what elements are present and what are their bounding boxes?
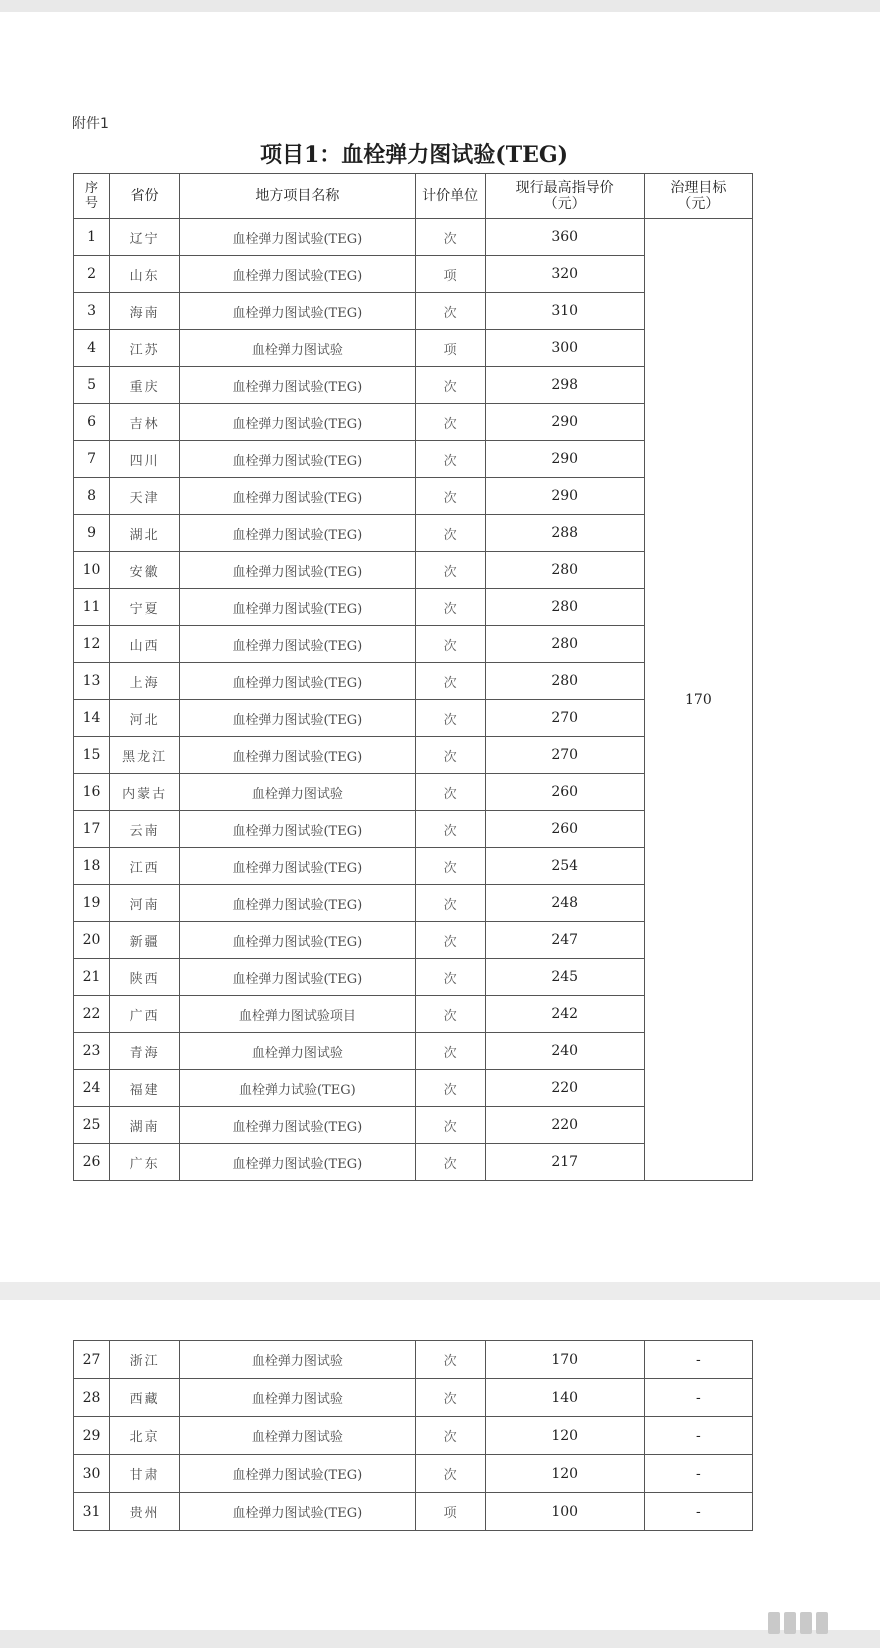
- cell-province: 江苏: [110, 330, 180, 367]
- cell-price: 120: [485, 1417, 644, 1455]
- cell-province: 湖北: [110, 515, 180, 552]
- cell-unit: 次: [415, 959, 485, 996]
- cell-price: 254: [485, 848, 644, 885]
- cell-province: 西藏: [110, 1379, 180, 1417]
- cell-no: 26: [74, 1144, 110, 1181]
- page-gap: [0, 1282, 880, 1300]
- header-no: [74, 174, 110, 219]
- cell-item-name: 血栓弹力图试验(TEG): [180, 959, 416, 996]
- cell-price: 288: [485, 515, 644, 552]
- cell-no: 11: [74, 589, 110, 626]
- cell-price: 247: [485, 922, 644, 959]
- cell-no: 13: [74, 663, 110, 700]
- cell-no: 29: [74, 1417, 110, 1455]
- cell-unit: 次: [415, 922, 485, 959]
- cell-item-name: 血栓弹力图试验(TEG): [180, 811, 416, 848]
- cell-no: 4: [74, 330, 110, 367]
- cell-no: 9: [74, 515, 110, 552]
- cell-price: 240: [485, 1033, 644, 1070]
- cell-province: 广东: [110, 1144, 180, 1181]
- cell-item-name: 血栓弹力图试验(TEG): [180, 219, 416, 256]
- cell-unit: 次: [415, 774, 485, 811]
- cell-province: 河南: [110, 885, 180, 922]
- cell-target: -: [644, 1455, 752, 1493]
- cell-province: 江西: [110, 848, 180, 885]
- cell-no: 27: [74, 1341, 110, 1379]
- table-header-row: [74, 174, 753, 219]
- cell-unit: 次: [415, 1033, 485, 1070]
- cell-no: 22: [74, 996, 110, 1033]
- cell-price: 217: [485, 1144, 644, 1181]
- cell-unit: 次: [415, 293, 485, 330]
- cell-price: 245: [485, 959, 644, 996]
- cell-unit: 次: [415, 552, 485, 589]
- table-row: [74, 1455, 753, 1493]
- cell-item-name: 血栓弹力图试验: [180, 1341, 416, 1379]
- cell-unit: 次: [415, 1341, 485, 1379]
- cell-unit: 次: [415, 1070, 485, 1107]
- cell-unit: 次: [415, 404, 485, 441]
- cell-item-name: 血栓弹力图试验(TEG): [180, 589, 416, 626]
- cell-price: 290: [485, 404, 644, 441]
- cell-unit: 次: [415, 1417, 485, 1455]
- price-table: [73, 173, 753, 1181]
- cell-item-name: 血栓弹力图试验: [180, 1379, 416, 1417]
- cell-item-name: 血栓弹力图试验(TEG): [180, 1455, 416, 1493]
- cell-item-name: 血栓弹力图试验: [180, 330, 416, 367]
- header-price-line2: （元）: [543, 196, 586, 212]
- attachment-label: 附件1: [72, 116, 109, 132]
- cell-province: 山西: [110, 626, 180, 663]
- cell-price: 298: [485, 367, 644, 404]
- cell-price: 170: [485, 1341, 644, 1379]
- cell-price: 100: [485, 1493, 644, 1531]
- cell-no: 10: [74, 552, 110, 589]
- cell-item-name: 血栓弹力图试验(TEG): [180, 1493, 416, 1531]
- cell-unit: 次: [415, 885, 485, 922]
- cell-unit: 次: [415, 626, 485, 663]
- cell-unit: 次: [415, 478, 485, 515]
- cell-item-name: 血栓弹力图试验: [180, 1417, 416, 1455]
- watermark-mark: [784, 1612, 796, 1634]
- cell-no: 1: [74, 219, 110, 256]
- cell-no: 8: [74, 478, 110, 515]
- watermark-mark: [768, 1612, 780, 1634]
- cell-no: 20: [74, 922, 110, 959]
- header-province: 省份: [110, 174, 180, 219]
- header-no-text: 序号: [85, 181, 99, 211]
- cell-no: 18: [74, 848, 110, 885]
- cell-province: 吉林: [110, 404, 180, 441]
- cell-province: 海南: [110, 293, 180, 330]
- cell-no: 7: [74, 441, 110, 478]
- cell-item-name: 血栓弹力图试验(TEG): [180, 663, 416, 700]
- cell-no: 2: [74, 256, 110, 293]
- cell-province: 湖南: [110, 1107, 180, 1144]
- cell-province: 天津: [110, 478, 180, 515]
- document-title: 项目1：血栓弹力图试验(TEG): [260, 142, 569, 168]
- cell-price: 320: [485, 256, 644, 293]
- cell-province: 山东: [110, 256, 180, 293]
- cell-price: 280: [485, 663, 644, 700]
- cell-price: 310: [485, 293, 644, 330]
- table-body: [74, 219, 753, 1181]
- cell-target: -: [644, 1341, 752, 1379]
- cell-no: 6: [74, 404, 110, 441]
- cell-province: 新疆: [110, 922, 180, 959]
- cell-price: 360: [485, 219, 644, 256]
- cell-unit: 次: [415, 441, 485, 478]
- cell-price: 260: [485, 774, 644, 811]
- cell-unit: 次: [415, 367, 485, 404]
- header-target-line1: 治理目标: [670, 180, 727, 196]
- cell-price: 280: [485, 589, 644, 626]
- cell-target: -: [644, 1493, 752, 1531]
- cell-unit: 项: [415, 330, 485, 367]
- cell-province: 辽宁: [110, 219, 180, 256]
- header-target-line2: （元）: [677, 196, 720, 212]
- cell-no: 17: [74, 811, 110, 848]
- cell-province: 浙江: [110, 1341, 180, 1379]
- cell-item-name: 血栓弹力图试验: [180, 774, 416, 811]
- cell-price: 290: [485, 478, 644, 515]
- table-row: [74, 219, 753, 256]
- cell-province: 河北: [110, 700, 180, 737]
- header-item-name: 地方项目名称: [180, 174, 416, 219]
- cell-target: -: [644, 1417, 752, 1455]
- cell-unit: 次: [415, 1455, 485, 1493]
- cell-no: 3: [74, 293, 110, 330]
- watermark-mark: [816, 1612, 828, 1634]
- cell-price: 300: [485, 330, 644, 367]
- cell-price: 220: [485, 1070, 644, 1107]
- cell-target: 170: [644, 219, 752, 1181]
- cell-item-name: 血栓弹力图试验(TEG): [180, 404, 416, 441]
- cell-price: 270: [485, 737, 644, 774]
- cell-province: 福建: [110, 1070, 180, 1107]
- cell-item-name: 血栓弹力试验(TEG): [180, 1070, 416, 1107]
- header-price: [485, 174, 644, 219]
- cell-province: 安徽: [110, 552, 180, 589]
- cell-price: 270: [485, 700, 644, 737]
- cell-item-name: 血栓弹力图试验(TEG): [180, 848, 416, 885]
- cell-no: 19: [74, 885, 110, 922]
- cell-no: 15: [74, 737, 110, 774]
- table-row: [74, 1417, 753, 1455]
- cell-unit: 次: [415, 811, 485, 848]
- cell-price: 220: [485, 1107, 644, 1144]
- cell-price: 280: [485, 552, 644, 589]
- table-row: [74, 1341, 753, 1379]
- cell-province: 甘肃: [110, 1455, 180, 1493]
- cell-unit: 次: [415, 663, 485, 700]
- cell-unit: 项: [415, 1493, 485, 1531]
- cell-item-name: 血栓弹力图试验(TEG): [180, 367, 416, 404]
- cell-no: 12: [74, 626, 110, 663]
- cell-item-name: 血栓弹力图试验(TEG): [180, 478, 416, 515]
- cell-no: 23: [74, 1033, 110, 1070]
- cell-price: 242: [485, 996, 644, 1033]
- cell-item-name: 血栓弹力图试验项目: [180, 996, 416, 1033]
- cell-price: 248: [485, 885, 644, 922]
- cell-province: 黑龙江: [110, 737, 180, 774]
- cell-unit: 次: [415, 700, 485, 737]
- table-body-continued: [74, 1341, 753, 1531]
- cell-item-name: 血栓弹力图试验(TEG): [180, 1144, 416, 1181]
- cell-no: 16: [74, 774, 110, 811]
- cell-item-name: 血栓弹力图试验(TEG): [180, 552, 416, 589]
- cell-no: 28: [74, 1379, 110, 1417]
- table-row: [74, 1493, 753, 1531]
- cell-item-name: 血栓弹力图试验(TEG): [180, 922, 416, 959]
- cell-unit: 次: [415, 848, 485, 885]
- cell-item-name: 血栓弹力图试验: [180, 1033, 416, 1070]
- table-row: [74, 1379, 753, 1417]
- cell-price: 140: [485, 1379, 644, 1417]
- cell-unit: 次: [415, 1379, 485, 1417]
- price-table-continued: [73, 1340, 753, 1531]
- cell-unit: 次: [415, 737, 485, 774]
- cell-unit: 次: [415, 219, 485, 256]
- cell-item-name: 血栓弹力图试验(TEG): [180, 626, 416, 663]
- cell-unit: 次: [415, 515, 485, 552]
- cell-no: 30: [74, 1455, 110, 1493]
- cell-target: -: [644, 1379, 752, 1417]
- cell-province: 青海: [110, 1033, 180, 1070]
- cell-province: 陕西: [110, 959, 180, 996]
- cell-unit: 次: [415, 589, 485, 626]
- cell-province: 四川: [110, 441, 180, 478]
- header-price-line1: 现行最高指导价: [515, 180, 614, 196]
- cell-province: 宁夏: [110, 589, 180, 626]
- cell-price: 120: [485, 1455, 644, 1493]
- cell-item-name: 血栓弹力图试验(TEG): [180, 293, 416, 330]
- cell-unit: 次: [415, 1107, 485, 1144]
- cell-province: 贵州: [110, 1493, 180, 1531]
- cell-price: 260: [485, 811, 644, 848]
- cell-province: 云南: [110, 811, 180, 848]
- cell-province: 重庆: [110, 367, 180, 404]
- cell-item-name: 血栓弹力图试验(TEG): [180, 1107, 416, 1144]
- cell-province: 上海: [110, 663, 180, 700]
- cell-province: 北京: [110, 1417, 180, 1455]
- cell-no: 14: [74, 700, 110, 737]
- cell-item-name: 血栓弹力图试验(TEG): [180, 737, 416, 774]
- cell-no: 24: [74, 1070, 110, 1107]
- cell-price: 280: [485, 626, 644, 663]
- cell-unit: 项: [415, 256, 485, 293]
- cell-province: 内蒙古: [110, 774, 180, 811]
- header-target: [644, 174, 752, 219]
- cell-no: 21: [74, 959, 110, 996]
- cell-no: 31: [74, 1493, 110, 1531]
- cell-no: 5: [74, 367, 110, 404]
- cell-unit: 次: [415, 996, 485, 1033]
- cell-item-name: 血栓弹力图试验(TEG): [180, 441, 416, 478]
- cell-province: 广西: [110, 996, 180, 1033]
- cell-item-name: 血栓弹力图试验(TEG): [180, 885, 416, 922]
- cell-no: 25: [74, 1107, 110, 1144]
- watermark-mark: [800, 1612, 812, 1634]
- cell-item-name: 血栓弹力图试验(TEG): [180, 700, 416, 737]
- cell-unit: 次: [415, 1144, 485, 1181]
- cell-price: 290: [485, 441, 644, 478]
- header-unit: 计价单位: [415, 174, 485, 219]
- cell-item-name: 血栓弹力图试验(TEG): [180, 256, 416, 293]
- cell-item-name: 血栓弹力图试验(TEG): [180, 515, 416, 552]
